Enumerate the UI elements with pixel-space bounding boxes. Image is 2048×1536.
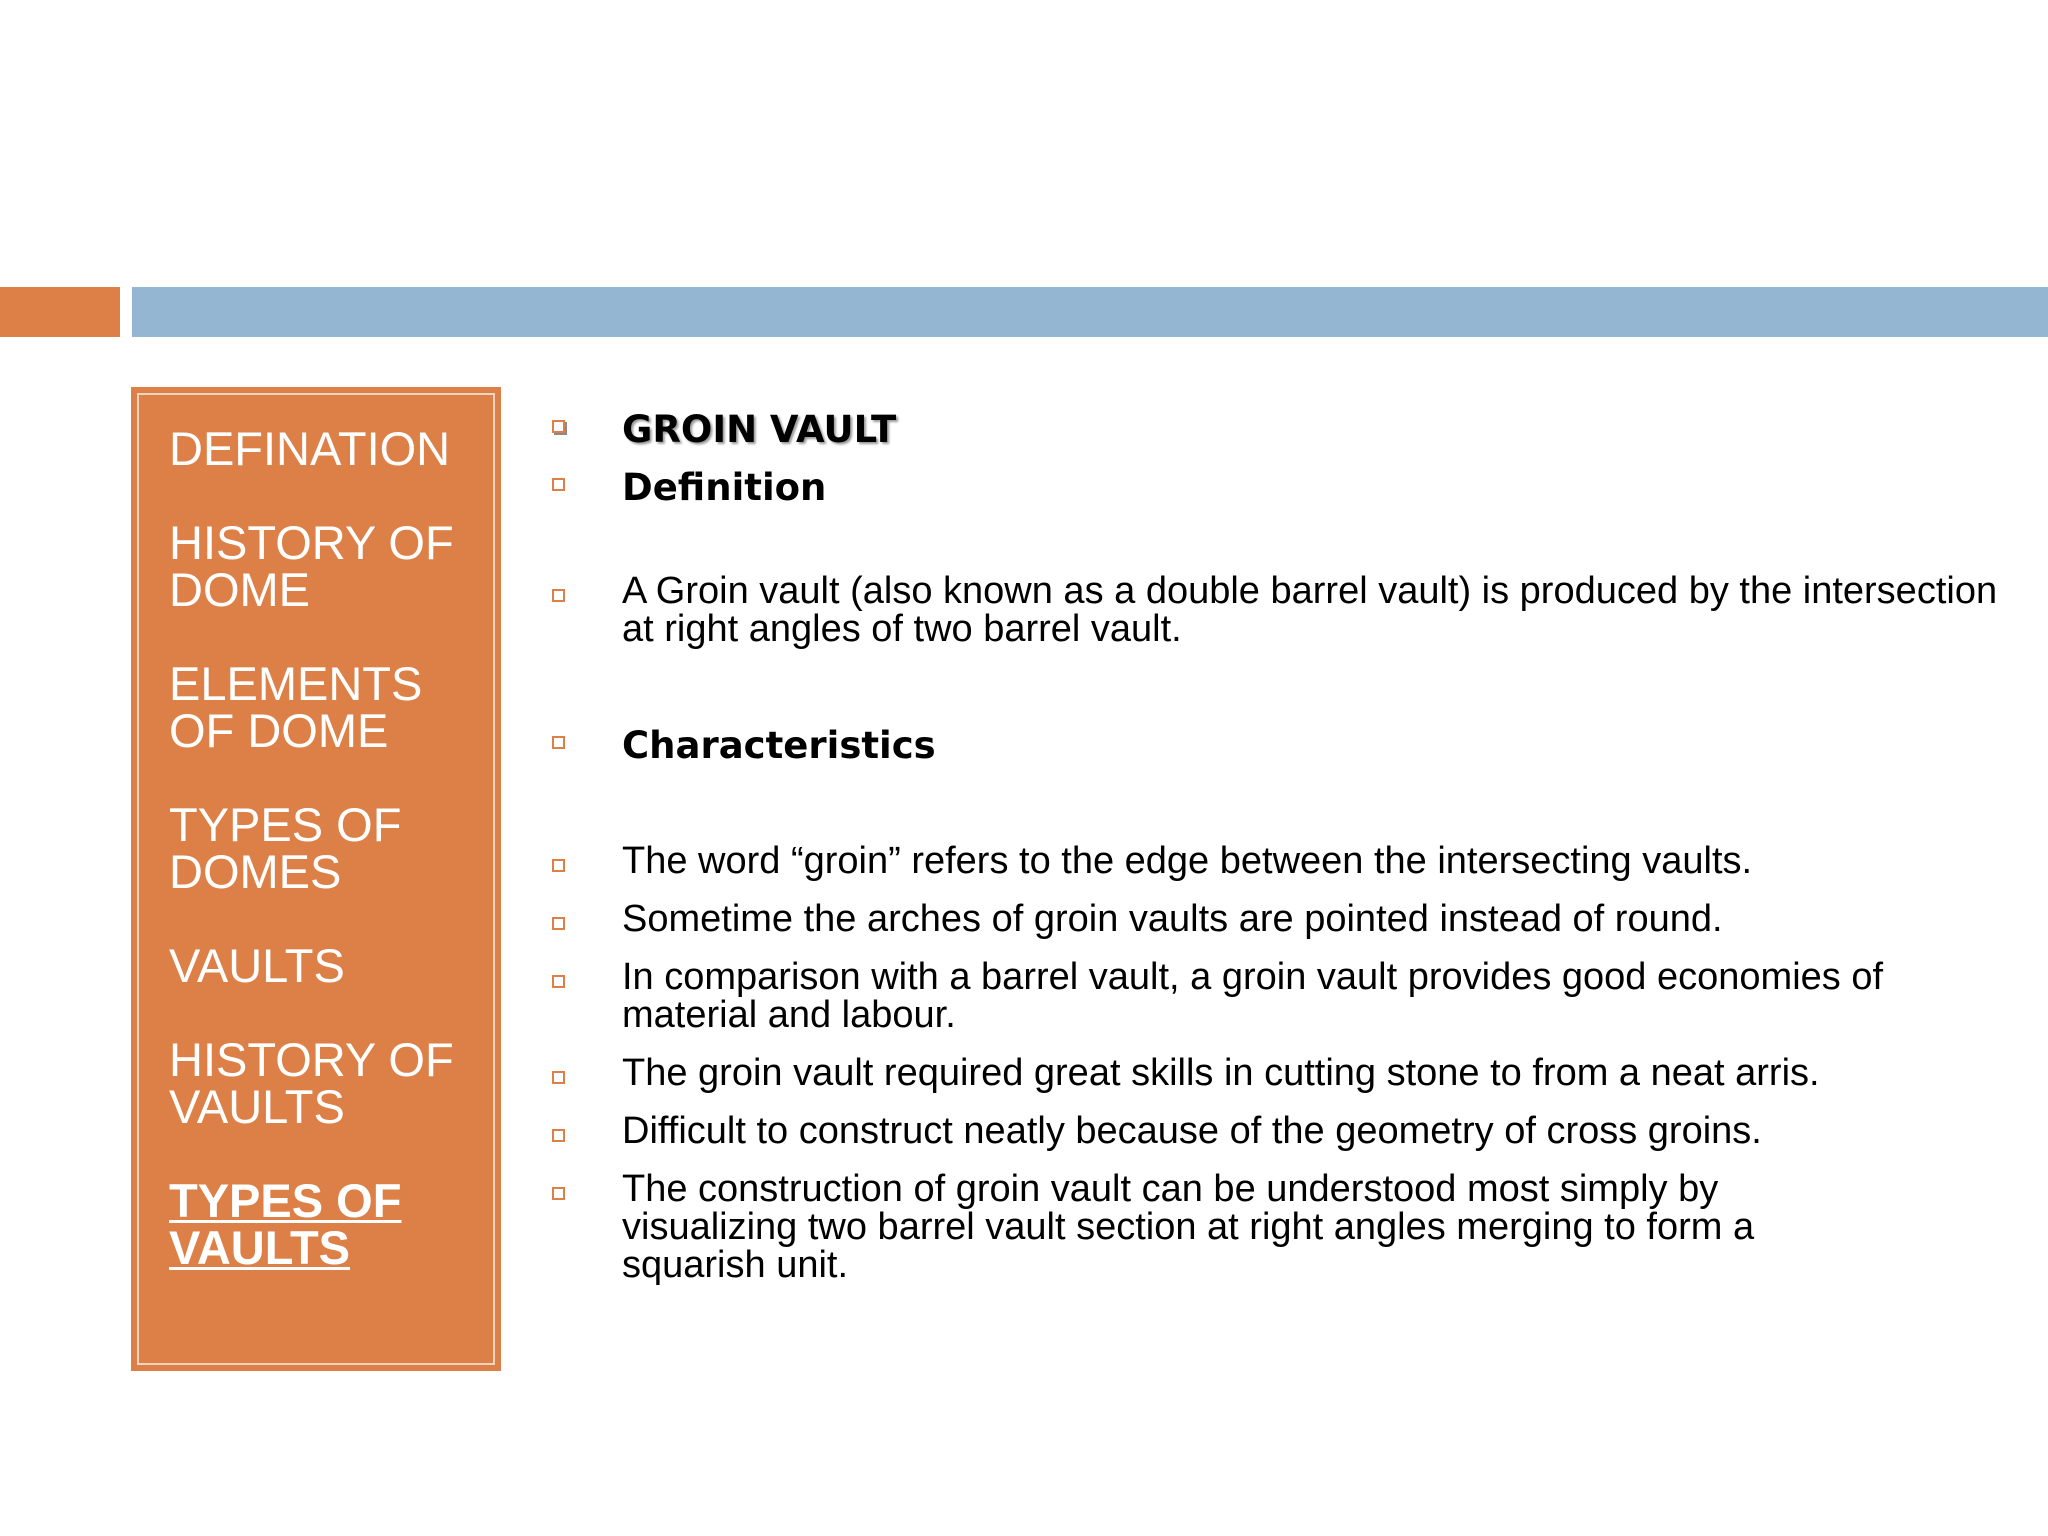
sidebar-item-elements-of-dome[interactable]: ELEMENTS OF DOME bbox=[169, 657, 423, 757]
characteristic-text: Difficult to construct neatly because of the geometry of cross groins. bbox=[622, 1110, 1762, 1152]
square-bullet-icon bbox=[552, 917, 565, 930]
definition-heading: Definition bbox=[622, 466, 827, 509]
slide-title: GROIN VAULT bbox=[622, 408, 897, 451]
header-band-orange bbox=[0, 287, 120, 337]
sidebar-nav bbox=[169, 422, 479, 1318]
characteristic-text: The word “groin” refers to the edge between the intersecting vaults. bbox=[622, 840, 1753, 882]
definition-text: A Groin vault (also known as a double barrel vault) is produced by the intersection at right angles of two barrel vault. bbox=[622, 570, 1998, 650]
characteristic-text: Sometime the arches of groin vaults are pointed instead of round. bbox=[622, 898, 1723, 940]
square-bullet-icon bbox=[552, 975, 565, 988]
square-bullet-icon bbox=[552, 1071, 565, 1084]
sidebar-item-types-of-vaults[interactable]: TYPES OF VAULTS bbox=[169, 1174, 402, 1274]
characteristic-text: The construction of groin vault can be understood most simply by visualizing two barrel vault section at right angles merging to form a squarish unit. bbox=[622, 1168, 1755, 1286]
sidebar-item-types-of-domes[interactable]: TYPES OF DOMES bbox=[169, 798, 402, 898]
square-bullet-icon bbox=[552, 859, 565, 872]
square-bullet-icon bbox=[552, 589, 565, 602]
square-bullet-icon bbox=[552, 736, 565, 749]
header-band-blue bbox=[132, 287, 2048, 337]
square-bullet-icon bbox=[552, 478, 565, 491]
characteristic-text: The groin vault required great skills in cutting stone to from a neat arris. bbox=[622, 1052, 1820, 1094]
square-bullet-icon bbox=[552, 1129, 565, 1142]
characteristics-heading: Characteristics bbox=[622, 724, 936, 767]
characteristic-text: In comparison with a barrel vault, a groin vault provides good economies of material and labour. bbox=[622, 956, 1884, 1036]
sidebar-item-defination[interactable]: DEFINATION bbox=[169, 422, 451, 475]
sidebar-item-history-of-vaults[interactable]: HISTORY OF VAULTS bbox=[169, 1033, 454, 1133]
sidebar-panel bbox=[131, 387, 501, 1371]
square-bullet-icon bbox=[552, 420, 565, 433]
sidebar-item-history-of-dome[interactable]: HISTORY OF DOME bbox=[169, 516, 454, 616]
sidebar-item-vaults[interactable]: VAULTS bbox=[169, 939, 345, 992]
square-bullet-icon bbox=[552, 1187, 565, 1200]
